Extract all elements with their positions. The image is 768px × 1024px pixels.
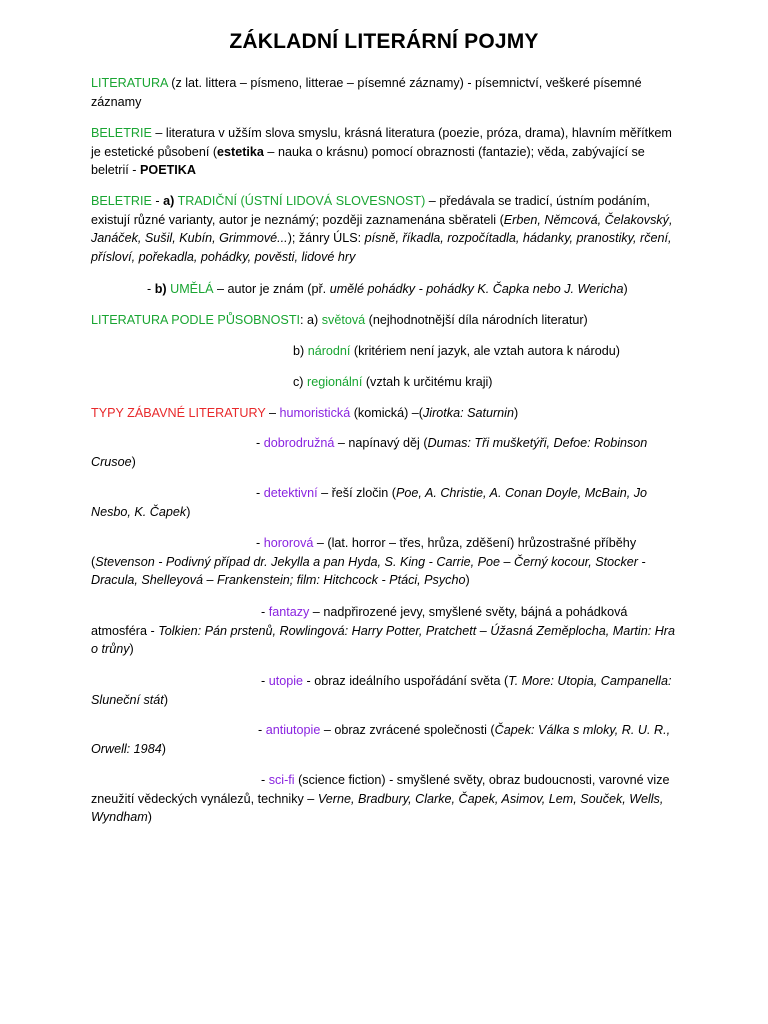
- definition-text: – řeší zločin (: [317, 486, 396, 500]
- dash: -: [256, 536, 264, 550]
- paragraph-beletrie-tradicni: [91, 192, 681, 266]
- term-hororova: hororová: [263, 536, 314, 550]
- closing-paren: ): [161, 741, 166, 756]
- definition-text: – předávala se tradicí, ústním podáním, existují různé varianty, autor je neznámý; později zaznamenána sběrateli (: [91, 194, 650, 227]
- closing-paren: ): [513, 406, 519, 420]
- definition-text: (nejhodnotnější díla národních literatur): [365, 313, 588, 327]
- definition-text: – napínavý děj (: [334, 436, 428, 450]
- label-c: c): [293, 375, 307, 389]
- term-pusobnost: LITERATURA PODLE PŮSOBNOSTI: [91, 313, 301, 327]
- definition-text: – autor je znám (př.: [213, 282, 330, 296]
- term-estetika: estetika: [217, 144, 264, 159]
- paragraph-umela: [147, 280, 687, 299]
- paragraph-narodni: [293, 342, 693, 361]
- closing-paren: ): [129, 642, 134, 657]
- term-poetika: POETIKA: [140, 163, 196, 178]
- definition-text: – (lat. horror – třes, hrůza, zděšení) hrůzostrašné příběhy (: [91, 536, 637, 569]
- closing-paren: ): [623, 282, 628, 296]
- closing-paren: ): [465, 573, 470, 588]
- label-b: b): [154, 282, 167, 296]
- closing-paren: ): [131, 454, 136, 469]
- term-beletrie: BELETRIE: [91, 194, 152, 208]
- term-dobrodruzna: dobrodružná: [263, 436, 335, 450]
- definition-text: (komická) –(: [350, 406, 423, 420]
- dash: –: [265, 406, 280, 420]
- term-detektivni: detektivní: [263, 486, 318, 500]
- definition-text: – obraz zvrácené společnosti (: [320, 723, 495, 737]
- term-umela: UMĚLÁ: [166, 282, 214, 296]
- example-text: Jirotka: Saturnin: [422, 406, 514, 420]
- definition-text: (z lat. littera – písmeno, litterae – písemné záznamy) - písemnictví, veškeré písemné záznamy: [91, 76, 642, 109]
- label-a: a): [163, 194, 175, 208]
- paragraph-scifi: [91, 771, 681, 827]
- dash: -: [256, 436, 264, 450]
- term-antiutopie: antiutopie: [265, 723, 321, 737]
- definition-text: (vztah k určitému kraji): [362, 375, 493, 389]
- page-title: ZÁKLADNÍ LITERÁRNÍ POJMY: [229, 30, 539, 53]
- paragraph-hororova: [91, 534, 681, 590]
- term-zabavna: TYPY ZÁBAVNÉ LITERATURY: [91, 406, 266, 420]
- definition-text: – literatura v užším slova smyslu, krásná literatura (poezie, próza, drama), hlavním měřítkem je estetické působení (: [91, 126, 672, 159]
- example-text: Čapek: Válka s mloky, R. U. R., Orwell: 1984: [91, 723, 671, 756]
- paragraph-fantazy: [91, 603, 681, 659]
- term-svetova: světová: [321, 313, 366, 327]
- label-a: : a): [300, 313, 322, 327]
- dash: -: [258, 723, 266, 737]
- paragraph-detektivni: [91, 484, 681, 521]
- example-text: Tolkien: Pán prstenů, Rowlingová: Harry Potter, Pratchett – Úžasná Zeměplocha, Martin: Hra o trůny: [91, 623, 676, 657]
- paragraph-literatura: [91, 74, 681, 111]
- paragraph-utopie: [91, 672, 681, 709]
- paragraph-antiutopie: [91, 721, 681, 758]
- definition-text: (kritériem není jazyk, ale vztah autora k národu): [350, 344, 620, 358]
- definition-text: (science fiction) - smyšlené světy, obraz budoucnosti, varovné vize zneužití vědeckých vynálezů, techniky –: [91, 773, 670, 806]
- example-text: Poe, A. Christie, A. Conan Doyle, McBain, Jo Nesbo, K. Čapek: [91, 486, 648, 519]
- definition-text: - obraz ideálního uspořádání světa (: [303, 674, 509, 688]
- dash: -: [151, 194, 164, 208]
- closing-paren: ): [186, 504, 191, 519]
- genres-list: písně, říkadla, rozpočítadla, hádanky, pranostiky, rčení, přísloví, pořekadla, pohádky, pověsti, lidové hry: [91, 231, 672, 264]
- label-b: b): [293, 344, 308, 358]
- example-text: umělé pohádky - pohádky K. Čapka nebo J. Wericha: [329, 282, 624, 296]
- dash: -: [147, 282, 155, 296]
- dash: -: [261, 674, 269, 688]
- authors-list: Erben, Němcová, Čelakovský, Janáček, Sušil, Kubín, Grimmové...: [91, 212, 673, 246]
- term-scifi: sci-fi: [268, 773, 295, 787]
- example-text: Stevenson - Podivný případ dr. Jekylla a pan Hyda, S. King - Carrie, Poe – Černý kocour, Stocker - Dracula, Shelleyová – Frankenstein; film: Hitchcock - Ptáci, Psycho: [91, 554, 646, 588]
- term-fantazy: fantazy: [268, 605, 310, 619]
- definition-text: ); žánry ÚLS:: [287, 231, 365, 246]
- definition-text: – nauka o krásnu) pomocí obraznosti (fantazie); věda, zabývající se beletrií -: [91, 144, 645, 178]
- example-text: Verne, Bradbury, Clarke, Čapek, Asimov, Lem, Souček, Wells, Wyndham: [91, 791, 664, 825]
- definition-text: – nadpřirozené jevy, smyšlené světy, bájná a pohádková atmosféra -: [91, 605, 628, 638]
- paragraph-beletrie: [91, 124, 681, 180]
- term-tradicni: TRADIČNÍ (ÚSTNÍ LIDOVÁ SLOVESNOST): [174, 194, 426, 208]
- dash: -: [261, 773, 269, 787]
- dash: -: [261, 605, 269, 619]
- closing-paren: ): [147, 810, 152, 825]
- term-beletrie: BELETRIE: [91, 126, 152, 140]
- dash: -: [256, 486, 264, 500]
- term-humoristicka: humoristická: [279, 406, 351, 420]
- term-literatura: LITERATURA: [91, 76, 168, 90]
- term-utopie: utopie: [268, 674, 304, 688]
- paragraph-pusobnost: [91, 311, 681, 330]
- example-text: Dumas: Tři mušketýři, Defoe: Robinson Crusoe: [91, 436, 648, 469]
- term-narodni: národní: [307, 344, 351, 358]
- term-regionalni: regionální: [307, 375, 363, 389]
- paragraph-regionalni: [293, 373, 693, 392]
- paragraph-zabavna: [91, 404, 681, 423]
- example-text: T. More: Utopia, Campanella: Sluneční stát: [91, 674, 672, 707]
- paragraph-dobrodruzna: [91, 434, 681, 471]
- closing-paren: ): [163, 692, 169, 707]
